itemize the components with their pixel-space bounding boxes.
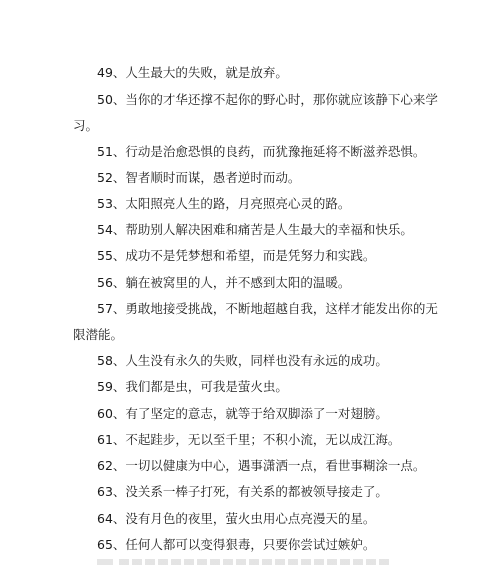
list-item — [97, 165, 427, 191]
list-item-text: 56、躺在被窝里的人，并不感到太阳的温暖。 — [97, 275, 351, 290]
list-item — [97, 374, 427, 400]
list-item-text: 50、当你的才华还撑不起你的野心时，那你就应该静下心来学 — [97, 92, 438, 107]
list-item — [97, 453, 427, 479]
list-item — [97, 60, 427, 86]
list-item-text-continued: 习。 — [73, 118, 99, 133]
list-item — [97, 191, 427, 217]
list-item-text: 58、人生没有永久的失败，同样也没有永远的成功。 — [97, 353, 388, 368]
list-item — [97, 479, 427, 505]
list-item-text: 49、人生最大的失败，就是放弃。 — [97, 65, 288, 80]
list-item — [73, 296, 438, 348]
list-item-text: 61、不起跬步，无以至千里；不积小流，无以成江海。 — [97, 432, 401, 447]
list-item-text: 62、一切以健康为中心，遇事潇洒一点，看世事糊涂一点。 — [97, 458, 426, 473]
list-item-text: 53、太阳照亮人生的路，月亮照亮心灵的路。 — [97, 196, 351, 211]
list-item-text-continued: 限潜能。 — [73, 327, 124, 342]
list-item — [73, 87, 438, 139]
list-item — [97, 243, 427, 269]
faded-text-mark — [119, 559, 389, 565]
list-item — [97, 506, 427, 532]
list-item-text: 59、我们都是虫，可我是萤火虫。 — [97, 379, 288, 394]
list-item — [97, 139, 427, 165]
list-item — [97, 427, 427, 453]
faded-number-mark — [97, 559, 113, 565]
list-item — [97, 401, 427, 427]
list-item — [97, 217, 427, 243]
list-item-text: 64、没有月色的夜里，萤火虫用心点亮漫天的星。 — [97, 511, 376, 526]
list-item-text: 55、成功不是凭梦想和希望，而是凭努力和实践。 — [97, 248, 376, 263]
list-item-text: 60、有了坚定的意志，就等于给双脚添了一对翅膀。 — [97, 406, 388, 421]
list-item-text: 65、任何人都可以变得狠毒，只要你尝试过嫉妒。 — [97, 537, 376, 552]
list-item — [97, 270, 427, 296]
list-item-text: 54、帮助别人解决困难和痛苦是人生最大的幸福和快乐。 — [97, 222, 413, 237]
list-item — [97, 348, 427, 374]
cut-off-next-line — [97, 555, 397, 566]
list-item-text: 52、智者顺时而谋，愚者逆时而动。 — [97, 170, 301, 185]
list-item-text: 57、勇敢地接受挑战，不断地超越自我，这样才能发出你的无 — [97, 301, 438, 316]
list-item-text: 51、行动是治愈恐惧的良药，而犹豫拖延将不断滋养恐惧。 — [97, 144, 426, 159]
list-item-text: 63、没关系一棒子打死，有关系的都被领导接走了。 — [97, 484, 388, 499]
